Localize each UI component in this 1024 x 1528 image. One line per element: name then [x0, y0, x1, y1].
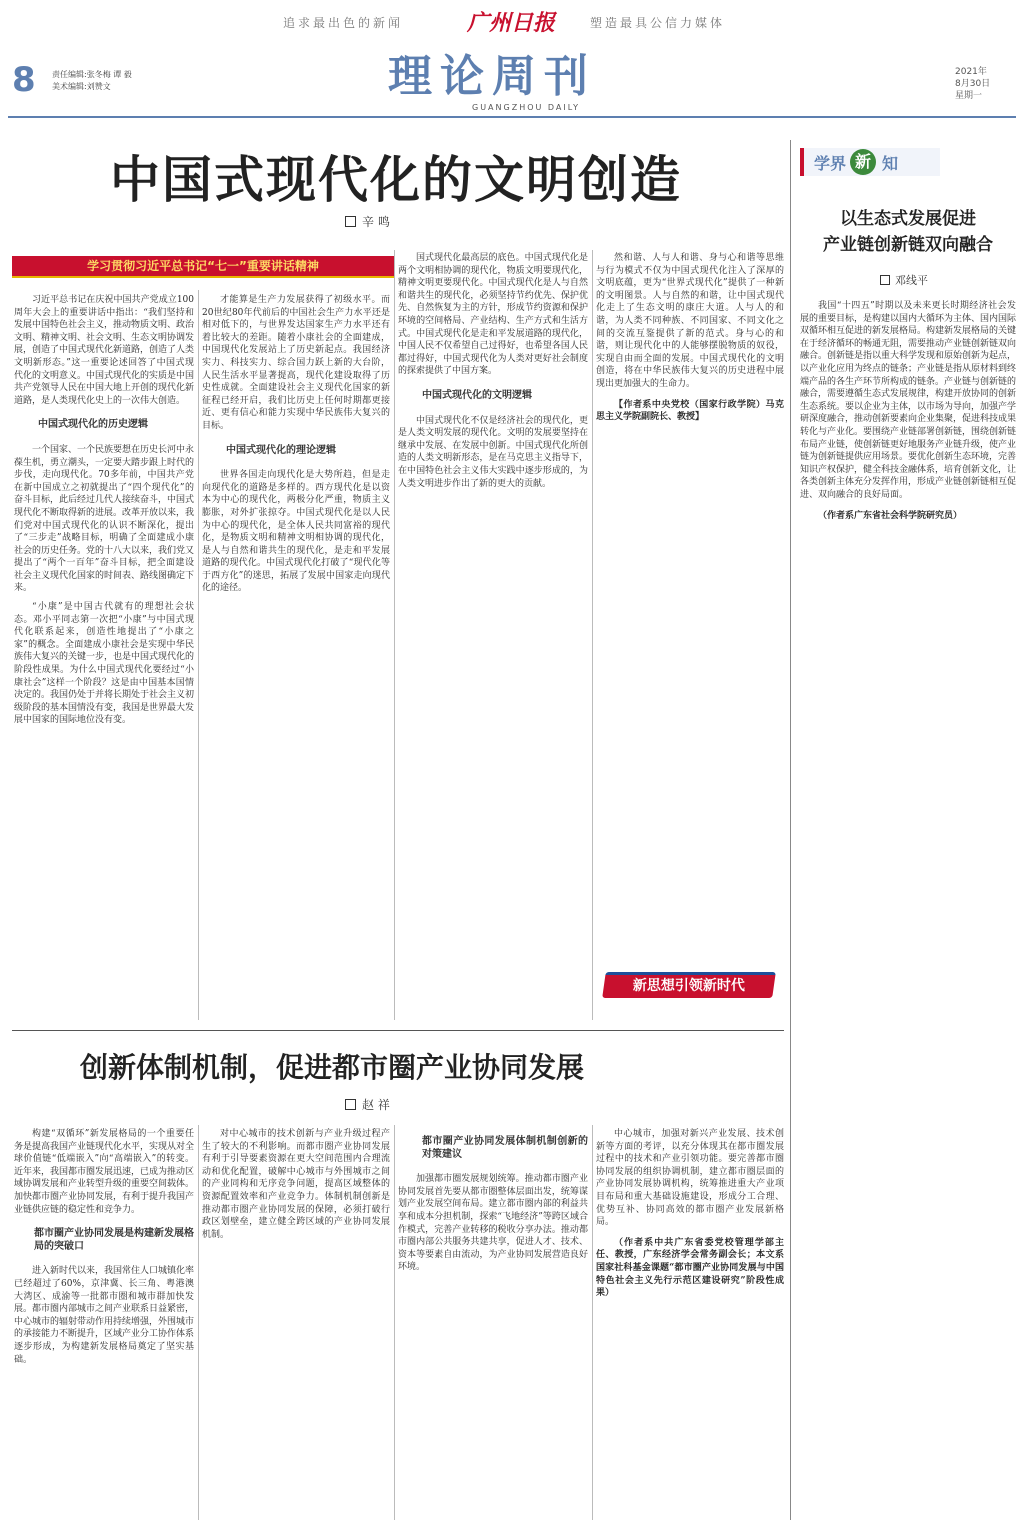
date-weekday: 星期一 — [955, 91, 983, 101]
column-divider — [592, 250, 593, 1020]
article2-subheading-2: 都市圈产业协同发展体制机制创新的对策建议 — [422, 1136, 588, 1160]
column-divider — [394, 1125, 395, 1520]
article1-author-note: 【作者系中央党校（国家行政学院）马克思主义学院副院长、教授】 — [596, 399, 784, 423]
page-number: 8 — [12, 60, 36, 100]
article1-column-2 — [202, 294, 390, 1019]
new-thought-badge-text: 新思想引领新时代 — [632, 978, 745, 994]
column-divider — [198, 290, 199, 1020]
article1-paragraph: 中国式现代化不仅是经济社会的现代化，更是人类文明发展的现代化。文明的发展要坚持在继承中发展、在发展中创新。中国式现代化所创造的人类文明新形态，是在马克思主义指导下，在中国特色社会主义伟大实践中逐步形成的，为人类文明进步作出了新的更大的贡献。 — [398, 415, 588, 489]
sidebar-label-a: 学界 — [814, 154, 847, 173]
article1-paragraph: 一个国家、一个民族要想在历史长河中永葆生机，勇立潮头，一定要大踏步跟上时代的步伐，走向现代化。70多年前，中国共产党在新中国成立之初就提出了“四个现代化”的奋斗目标，此后经过几代人接续奋斗，中国式现代化不断取得新的进展。改革开放以来，我们党对中国式现代化的认识不断深化，提出了“三步走”战略目标，明确了全面建成小康社会的历史任务。党的十八大以来，我们党又提出了“两个一百年”奋斗目标，把全面建设社会主义现代化国家的时间表、路线图确定下来。 — [14, 444, 194, 594]
sidebar-author-note: （作者系广东省社会科学院研究员） — [818, 510, 963, 521]
article2-paragraph: 中心城市，加强对新兴产业发展、技术创新等方面的考评，以充分体现其在都市圈发展过程中的技术和产业引领功能。要完善都市圈协同发展的组织协调机制，建立都市圈层面的产业协同发展协调机构，统筹推进重大产业项目布局和重大基础设施建设，形成分工合理、优势互补、协同高效的都市圈产业发展新格局。 — [596, 1129, 784, 1228]
section-title: 理论周刊 — [388, 51, 596, 102]
article2-title: 创新体制机制，促进都市圈产业协同发展 — [80, 1051, 585, 1084]
article1-subheading-2: 中国式现代化的理论逻辑 — [226, 444, 336, 456]
article2-byline — [345, 1096, 390, 1113]
paper-logo: 广州日报 — [467, 10, 556, 36]
article1-paragraph: 才能算是生产力发展获得了初级水平。而20世纪80年代前后的中国社会生产力水平还是相对低下的，与世界发达国家生产力水平还有着比较大的差距。随着小康社会的全面建成，中国现代化发展站上了历史新起点。我国经济实力、科技实力、综合国力跃上新的大台阶，人民生活水平显著提高，现代化建设取得了历史性成就。全面建设社会主义现代化国家的新征程已经开启，我们比历史上任何时期都更接近、更有信心和能力实现中华民族伟大复兴的目标。 — [202, 295, 390, 431]
byline-box-icon — [880, 275, 890, 285]
sidebar-author: 邓线平 — [895, 274, 928, 287]
article1-paragraph: 然和谐、人与人和谐、身与心和谐等思维与行为模式不仅为中国式现代化注入了深厚的文明底蕴，更为“世界式现代化”提供了一种新的文明图景。人与自然的和谐，让中国式现代化走上了生态文明的康庄大道。人与人的和谐，为人类不同种族、不同国家、不同文化之间的交流互鉴提供了新的范式。身与心的和谐，则让现代化中的人能够摆脱物质的奴役，实现自由而全面的发展。中国式现代化的文明创造，将在中华民族伟大复兴的历史进程中展现出更加强大的生命力。 — [596, 253, 784, 389]
sidebar-column-label — [800, 148, 940, 176]
editor-line: 责任编辑:张冬梅 谭 毅 — [52, 70, 132, 79]
article2-author-note: （作者系中共广东省委党校管理学部主任、教授，广东经济学会常务副会长；本文系国家社科基金课题“都市圈产业协同发展与中国特色社会主义先行示范区建设研究”阶段性成果） — [596, 1237, 784, 1299]
article1-banner-text: 学习贯彻习近平总书记“七一”重要讲话精神 — [87, 259, 319, 273]
new-thought-badge — [602, 972, 776, 998]
article1-title: 中国式现代化的文明创造 — [110, 150, 682, 209]
article2-author: 赵 祥 — [362, 1098, 390, 1112]
sidebar-title-line-2: 产业链创新链双向融合 — [823, 235, 993, 255]
section-rule — [12, 1030, 784, 1031]
column-divider — [592, 1125, 593, 1520]
article1-paragraph: “小康”是中国古代就有的理想社会状态。邓小平同志第一次把“小康”与中国式现代化联系起来，创造性地提出了“小康之家”的概念。全面建成小康社会是实现中华民族伟大复兴的关键一步，也是中国式现代化的阶段性成果。为什么中国式现代化要经过“小康社会”这样一个阶段？这是由中国基本国情决定的。我国仍处于并将长期处于社会主义初级阶段的基本国情没有变，我国是世界最大发展中国家的国际地位没有变。 — [14, 602, 194, 726]
article2-paragraph: 加强都市圈发展规划统筹。推动都市圈产业协同发展首先要从都市圈整体层面出发，统筹谋划产业发展空间布局。建立都市圈内部的利益共享和成本分担机制，探索“飞地经济”等跨区域合作模式，完善产业转移的税收分享办法。推动都市圈内部公共服务共建共享，促进人才、技术、资本等要素自由流动，为产业协同发展营造良好环境。 — [398, 1174, 588, 1273]
sidebar-divider — [790, 140, 791, 1520]
sidebar-label-c: 知 — [882, 154, 899, 173]
article2-column-2 — [202, 1128, 390, 1520]
column-divider — [394, 250, 395, 1020]
sidebar-paragraph: 我国“十四五”时期以及未来更长时期经济社会发展的重要目标，是构建以国内大循环为主体、国内国际双循环相互促进的新发展格局。构建新发展格局的关键在于经济循环的畅通无阻，需要推动产业链创新链双向融合。创新链是指以重大科学发现和原始创新为起点，以产业化应用为终点的链条；产业链是指从原材料到终端产品的各生产环节所构成的链条。产业链与创新链的融合，需要遵循生态式发展规律，构建开放协同的创新生态系统。要以企业为主体，以市场为导向，加强产学研深度融合，推动创新要素向企业集聚，促进科技成果转化与产业化。要围绕产业链部署创新链，围绕创新链布局产业链，使创新链更好地服务产业链升级，使产业链为创新链提供应用场景。要优化创新生态环境，完善知识产权保护，健全科技金融体系，培育创新文化，让各类创新主体充分发挥作用，形成产业链创新链相互促进、双向融合的良好局面。 — [800, 301, 1016, 500]
article1-paragraph: 世界各国走向现代化是大势所趋，但是走向现代化的道路是多样的。西方现代化是以资本为中心的现代化，两极分化严重，物质主义膨胀，对外扩张掠夺。中国式现代化是以人民为中心的现代化，是全体人民共同富裕的现代化，是物质文明和精神文明相协调的现代化，是人与自然和谐共生的现代化，是走和平发展道路的现代化。中国式现代化打破了“现代化等于西方化”的迷思，拓展了发展中国家走向现代化的途径。 — [202, 470, 390, 594]
designer-line: 美术编辑:刘赞文 — [52, 82, 111, 91]
date-month-day: 8月30日 — [955, 79, 991, 89]
article2-paragraph: 进入新时代以来，我国常住人口城镇化率已经超过了60%，京津冀、长三角、粤港澳大湾区、成渝等一批都市圈和城市群加快发展。都市圈内部城市之间产业联系日益紧密，中心城市的辐射带动作用持续增强，外围城市的承接能力不断提升，区域产业分工协作体系逐步形成，为构建新发展格局奠定了坚实基础。 — [14, 1266, 194, 1365]
masthead-slogan-right: 塑造最具公信力媒体 — [590, 16, 726, 30]
article2-subheading-1: 都市圈产业协同发展是构建新发展格局的突破口 — [34, 1228, 194, 1252]
article2-paragraph: 对中心城市的技术创新与产业升级过程产生了较大的不利影响。而都市圈产业协同发展有利于引导要素资源在更大空间范围内合理流动和优化配置，破解中心城市与外围城市之间的产业同构和无序竞争问题，提高区域整体的资源配置效率和产业竞争力。体制机制创新是推动都市圈产业协同发展的保障，必须打破行政区划壁垒，建立健全跨区域的产业协同发展机制。 — [202, 1129, 390, 1240]
article2-paragraph: 构建“双循环”新发展格局的一个重要任务是提高我国产业链现代化水平，实现从对全球价值链“低端嵌入”向“高端嵌入”的转变。近年来，我国都市圈发展迅速，已成为推动区域协调发展和产业转型升级的重要空间载体。加快都市圈产业协同发展，有利于提升我国产业链供应链的稳定性和竞争力。 — [14, 1129, 194, 1215]
article1-banner — [12, 256, 394, 278]
byline-box-icon — [345, 216, 356, 227]
article1-subheading-3: 中国式现代化的文明逻辑 — [422, 389, 532, 401]
masthead — [0, 0, 1024, 118]
byline-box-icon — [345, 1099, 356, 1110]
article1-paragraph: 习近平总书记在庆祝中国共产党成立100周年大会上的重要讲话中指出：“我们坚持和发展中国特色社会主义，推动物质文明、政治文明、精神文明、社会文明、生态文明协调发展，创造了中国式现代化新道路，创造了人类文明新形态。”这一重要论述回答了中国式现代化的文明意义。中国式现代化的实质是中国共产党领导人民在中国大地上开创的现代化新道路，是人类现代化史上的一次伟大创造。 — [14, 295, 194, 406]
sidebar-body — [800, 300, 1016, 1520]
article1-paragraph: 国式现代化最高层的底色。中国式现代化是两个文明相协调的现代化，物质文明要现代化，精神文明更要现代化。中国式现代化是人与自然和谐共生的现代化，必须坚持节约优先、保护优先、自然恢复为主的方针，形成节约资源和保护环境的空间格局、产业结构、生产方式和生活方式。中国式现代化是走和平发展道路的现代化，中国人民不仅希望自己过得好，也希望各国人民都过得好，中国式现代化为人类对更好社会制度的探索提供了中国方案。 — [398, 253, 588, 377]
article1-column-3 — [398, 252, 588, 1019]
masthead-rule — [8, 116, 1016, 118]
article1-byline — [345, 213, 390, 230]
article1-column-4 — [596, 252, 784, 952]
article1-column-1 — [14, 294, 194, 1019]
article2-column-1 — [14, 1128, 194, 1520]
masthead-slogan-left: 追求最出色的新闻 — [283, 16, 404, 30]
sidebar-title-line-1: 以生态式发展促进 — [840, 209, 976, 229]
article2-column-4 — [596, 1128, 784, 1520]
article2-column-3 — [398, 1128, 588, 1520]
sidebar-byline — [880, 272, 928, 288]
date-year: 2021年 — [955, 67, 987, 77]
sidebar-label-b: 新 — [850, 149, 876, 175]
column-divider — [198, 1125, 199, 1520]
paper-english-name: GUANGZHOU DAILY — [472, 103, 581, 112]
article1-author: 辛 鸣 — [362, 215, 390, 229]
article1-subheading-1: 中国式现代化的历史逻辑 — [38, 419, 148, 431]
